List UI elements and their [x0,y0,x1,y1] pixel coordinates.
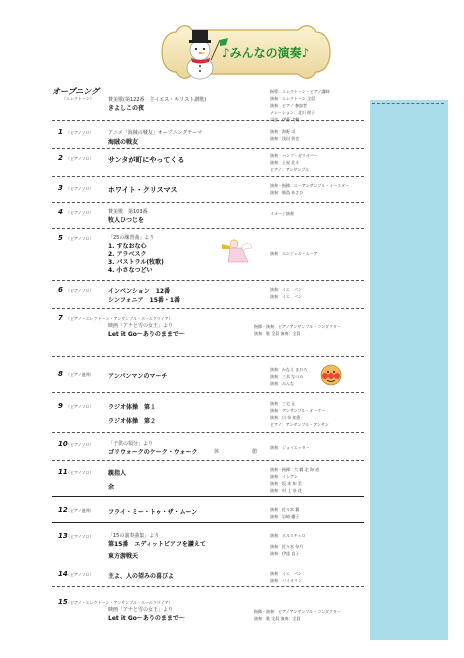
item-instrument: （ピアノ連弾） [66,372,94,377]
item-instrument: （ピアノ・エレクトーン・アンサンブル・ホールクワイア） [66,600,173,605]
side-band-divider [372,103,444,104]
item-performers: 演奏・指揮：大 橋 北 海 道 演奏：イシアン 演奏：坂 本 知 美 演奏：村 上 奈 花 [270,467,320,493]
item-instrument: （ピアノソロ） [66,130,94,135]
divider [52,392,364,393]
item-song: サンタが町にやってくる [108,156,185,164]
item-song: ゴリウォークのケーク・ウォーク [108,449,198,456]
item-performers: 演奏：ハンプ・ガリオバー 演奏：土屋 北斗 ピアノ：アンサンブル [270,153,318,172]
item-performers: 演奏：イエ パン 演奏：バイオリン [270,571,302,583]
item-song: フライ・ミー・トゥ・ザ・ムーン [108,509,198,516]
opening-title: オープニング [52,87,100,96]
item-performers: 演奏：三宅 正 演奏：アンサンブル・オーケー 演奏：川 奈 知恵 ピアノ：アンサンブル・アンサン [270,401,329,427]
item-song: 牧人ひつじを [108,217,145,224]
item-performers: 指揮・演奏：ピアノアンサンブル・コンダクター 演奏：歌 全員 演奏：全員 [254,609,341,621]
item-instrument: （ピアノ連弾） [66,508,94,513]
divider [52,356,364,357]
opening-song: きよしこの夜 [108,105,145,112]
item-song: 3. パストラル(牧歌) [108,259,164,266]
item-song: 主よ、人の望みの喜びよ [108,573,175,580]
divider [52,176,364,177]
item-instrument: （ピアノソロ） [66,288,94,293]
item-song: アンパンマンのマーチ [108,373,168,380]
item-song: 余 [108,484,115,491]
anpanman-face-icon [320,364,342,386]
item-instrument: （ピアノソロ） [66,186,94,191]
item-song: ラジオ体操 第２ [108,418,157,425]
item-number: 12 [58,506,68,514]
divider [52,148,364,149]
item-instrument: （ピアノ・エレクトーン・アンサンブル・ホールクワイア） [66,316,173,321]
item-song: インベンション 12番 [108,288,171,295]
item-source: 「15の演奏曲集」より [108,533,160,539]
title-banner [158,18,334,86]
item-instrument: （ピアノソロ） [66,236,94,241]
item-performers: 演奏：ジョイエッター [270,445,310,450]
item-song: 1. すなおな心 [108,243,147,250]
item-performers: 演奏：エンジェル・ムーア [270,251,318,256]
divider [52,432,364,433]
item-song: Let it Go～ありのままで～ [108,615,185,622]
opening-source: 賛美歌(第122番 主イエス・キリスト讃歌) [108,97,207,103]
item-performers: 演奏：海野 司 演奏：浅田 智也 [270,129,300,141]
item-number: 1 [58,128,63,136]
item-source: 映画「アナと雪の女王」より [108,323,174,329]
item-source: 映画「アナと雪の女王」より [108,607,174,613]
item-song: 第15番 エディットピアフを讃えて [108,541,206,548]
item-source: 「25の練習曲」より [108,235,155,241]
item-song: 親指人 [108,470,127,477]
item-song: 2. アラベスク [108,251,147,258]
item-instrument: （ピアノソロ） [66,442,94,447]
divider [52,280,364,281]
divider [52,120,364,121]
divider [52,496,364,497]
divider [52,228,364,229]
item-song: ラジオ体操 第１ [108,404,157,411]
intermission-label: 休 憩 [214,449,272,455]
item-number: 8 [58,370,63,378]
item-number: 4 [58,208,63,216]
item-number: 13 [58,532,68,540]
item-number: 2 [58,154,63,162]
banner-title: ♪みんなの演奏♪ [222,46,310,60]
item-song: ホワイト・クリスマス [108,186,178,194]
item-performers: 演奏・指揮：エーアンサンブル・イースター 演奏：飯島 あさひ [270,183,350,195]
item-performers: 演奏：佐々木 翼 演奏：岩崎 優子 [270,507,300,519]
item-instrument: （ピアノソロ） [66,572,94,577]
item-instrument: （ピアノソロ） [66,156,94,161]
item-song: 4. 小さなつどい [108,267,153,274]
item-source: 賛美歌 第103番 [108,209,148,215]
item-number: 9 [58,402,63,410]
divider [52,202,364,203]
item-number: 14 [58,570,68,578]
divider [52,460,364,461]
item-number: 5 [58,234,63,242]
item-instrument: （ピアノソロ） [66,470,94,475]
item-source: アニメ「海賊の戦友」オープニングテーマ [108,130,203,136]
item-performers: イメージ演奏 [270,211,294,216]
divider [52,522,364,523]
side-color-band [370,100,448,640]
item-song: Let it Go～ありのままで～ [108,331,185,338]
item-number: 3 [58,184,63,192]
item-number: 6 [58,286,63,294]
item-performers: 指揮・演奏：ピアノアンサンブル・コンダクター 演奏：歌 全員 演奏：全員 [254,324,341,336]
item-source: 「子供の領分」より [108,441,154,447]
opening-instrument: （エレクトーン） [62,96,94,101]
opening-performers: 指導：エレクトーン・ピアノ講師 演奏：エレクトーン 全員 演奏：ピアノ 参加者 ナレーション：北川 理子 司会：伊藤 大輔 [270,89,330,122]
angel-trumpet-icon [218,234,254,266]
item-number: 15 [58,598,68,606]
item-performers: 演奏：かなえ まひろ 演奏：三木 なつみ 演奏：みんな [270,367,308,386]
item-song: シンフォニア 15番・1番 [108,297,181,304]
item-performers: 演奏：イエ パン 演奏：イエ パン [270,287,302,299]
item-number: 7 [58,314,63,322]
divider [52,586,364,587]
item-performers: 演奏：ホルスチェロ 演奏：佐々木 奈月 演奏：伊達 直子 [270,533,306,556]
item-song: 海賊の戦友 [108,139,139,146]
item-instrument: （ピアノソロ） [66,534,94,539]
item-number: 10 [58,440,68,448]
item-instrument: （ピアノソロ） [66,404,94,409]
item-instrument: （ピアノソロ） [66,210,94,215]
item-song: 東方游戦天 [108,553,139,560]
divider [52,308,364,309]
item-number: 11 [58,468,68,476]
